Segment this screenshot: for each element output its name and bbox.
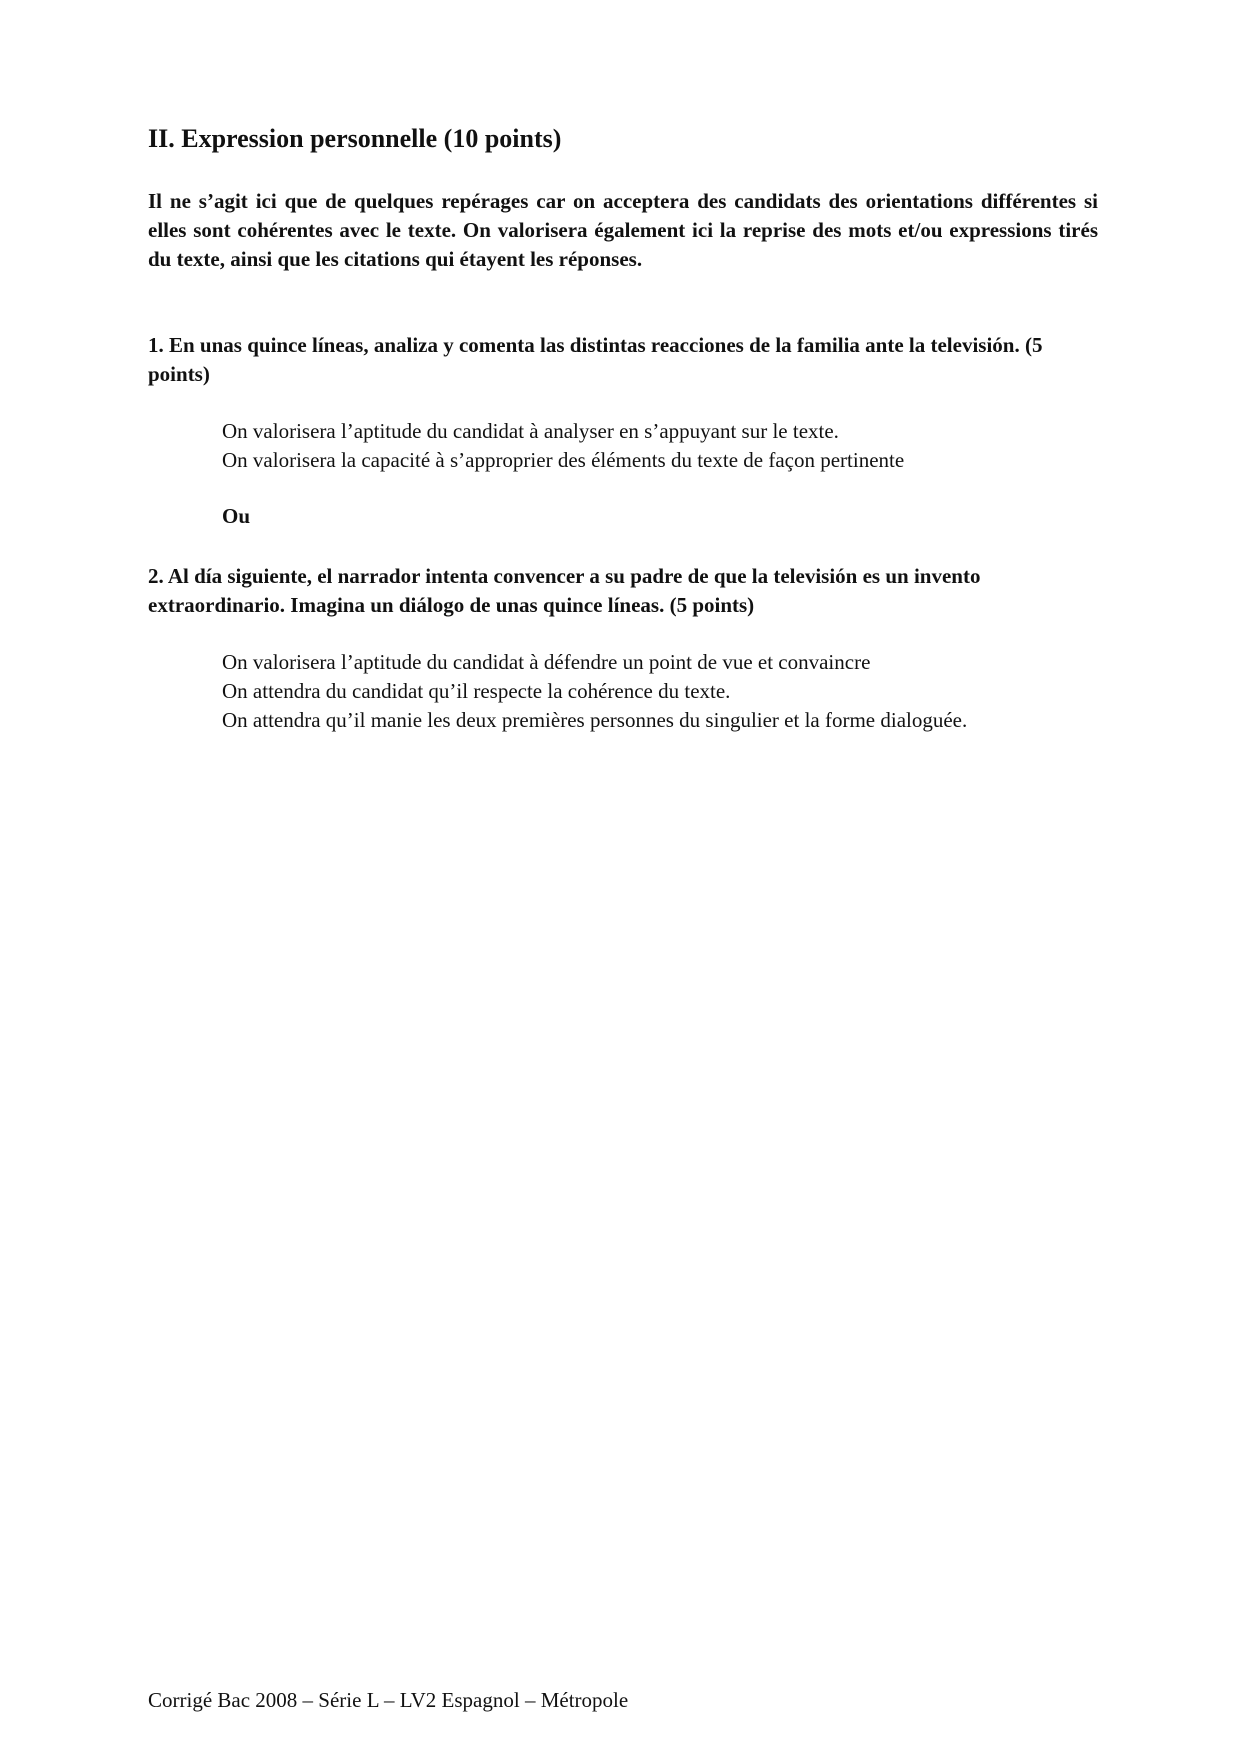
criteria-item: On valorisera l’aptitude du candidat à analyser en s’appuyant sur le texte. — [222, 419, 839, 443]
section-title: II. Expression personnelle (10 points) — [148, 124, 562, 153]
alternative-separator: Ou — [222, 504, 251, 528]
question-2: 2. Al día siguiente, el narrador intenta convencer a su padre de que la televisión es un invento extraordinario. Imagina un diálogo de unas quince líneas. (5 points) — [148, 564, 981, 617]
question-2-criteria — [222, 648, 1098, 735]
section-intro: Il ne s’agit ici que de quelques repérages car on acceptera des candidats des orientations différentes si elles sont cohérentes avec le texte. On valorisera également ici la reprise des mots et/ou expressions tirés du texte, ainsi que les citations qui étayent les réponses. — [148, 189, 1098, 271]
criteria-item: On valorisera l’aptitude du candidat à défendre un point de vue et convaincre — [222, 650, 871, 674]
page-footer: Corrigé Bac 2008 – Série L – LV2 Espagnol – Métropole — [148, 1688, 629, 1712]
criteria-item: On valorisera la capacité à s’approprier des éléments du texte de façon pertinente — [222, 448, 905, 472]
criteria-item: On attendra qu’il manie les deux premières personnes du singulier et la forme dialoguée. — [222, 708, 968, 732]
question-1-criteria — [222, 417, 1098, 475]
question-1: 1. En unas quince líneas, analiza y comenta las distintas reacciones de la familia ante la televisión. (5 points) — [148, 333, 1043, 386]
criteria-item: On attendra du candidat qu’il respecte la cohérence du texte. — [222, 679, 731, 703]
